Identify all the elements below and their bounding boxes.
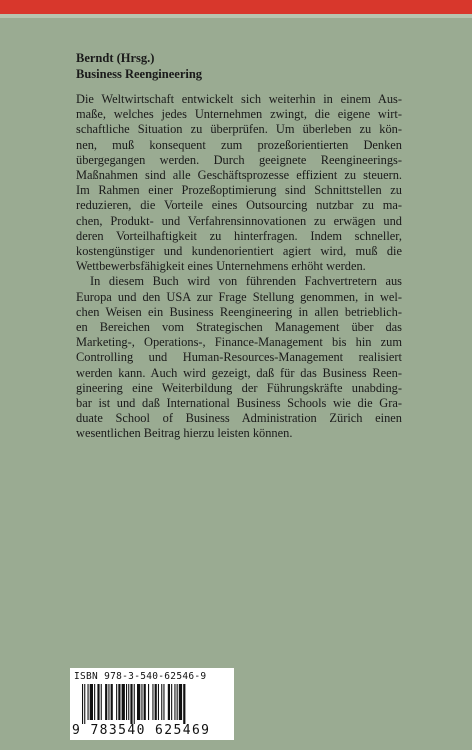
blurb-line: maße, welches jedes Unternehmen zwingt, die eigene wirt- xyxy=(76,107,402,122)
book-header xyxy=(76,50,416,82)
blurb-line: en Bereichen vom Strategischen Management über das xyxy=(76,320,402,335)
barcode-bars xyxy=(82,684,224,724)
blurb-line: chen Weisen ein Business Reengineering in allen betrieblich- xyxy=(76,304,402,319)
blurb-line: Controlling und Human-Resources-Management realisiert xyxy=(76,350,402,365)
top-color-band xyxy=(0,0,472,14)
blurb-line: reduzieren, die Vorteile eines Outsourcing nutzbar zu ma- xyxy=(76,198,402,213)
blurb-line: Maßnahmen sind alle Geschäftsprozesse effizient zu steuern. xyxy=(76,168,402,183)
top-band-divider xyxy=(0,14,472,18)
blurb-line: chen, Produkt- und Verfahrensinnovationen zu erwägen und xyxy=(76,213,402,228)
blurb-line: kostengünstiger und kundenorientiert agiert wird, muß die xyxy=(76,244,402,259)
book-title: Business Reengineering xyxy=(76,67,203,81)
isbn-barcode-label xyxy=(70,668,234,740)
blurb-line: bar ist und daß International Business Schools wie die Gra- xyxy=(76,396,402,411)
blurb-line: wesentlichen Beitrag hierzu leisten können. xyxy=(76,426,293,441)
blurb-line: Marketing-, Operations-, Finance-Management bis hin zum xyxy=(76,335,402,350)
blurb-paragraph xyxy=(76,274,402,441)
ean-digits: 9 783540 625469 xyxy=(72,723,211,738)
blurb-line: Wettbewerbsfähigkeit eines Unternehmens erhöht werden. xyxy=(76,259,366,274)
author-editor-line: Berndt (Hrsg.) xyxy=(76,51,155,65)
blurb-line: schaftliche Situation zu überprüfen. Um überleben zu kön- xyxy=(76,122,402,137)
blurb-line: In diesem Buch wird von führenden Fachvertretern aus xyxy=(90,274,402,289)
back-cover-blurb xyxy=(76,92,402,442)
blurb-line: Die Weltwirtschaft entwickelt sich weiterhin in einem Aus- xyxy=(76,92,402,106)
blurb-line: Im Rahmen einer Prozeßoptimierung sind Schnittstellen zu xyxy=(76,183,402,198)
blurb-line: Europa und den USA zur Frage Stellung genommen, in wel- xyxy=(76,289,402,304)
blurb-line: gineering eine Weiterbildung der Führungskräfte unabding- xyxy=(76,380,402,395)
isbn-number: ISBN 978-3-540-62546-9 xyxy=(74,671,207,682)
blurb-line: übergegangen werden. Durch geeignete Reengineerings- xyxy=(76,152,402,167)
blurb-paragraph xyxy=(76,92,402,274)
blurb-line: werden kann. Auch wird gezeigt, daß für das Business Reen- xyxy=(76,365,402,380)
blurb-line: deren Vorteilhaftigkeit zu hinterfragen. Indem schneller, xyxy=(76,228,402,243)
blurb-line: nen, muß konsequent zum prozeßorientierten Denken xyxy=(76,137,402,152)
blurb-line: duate School of Business Administration Zürich einen xyxy=(76,411,402,426)
